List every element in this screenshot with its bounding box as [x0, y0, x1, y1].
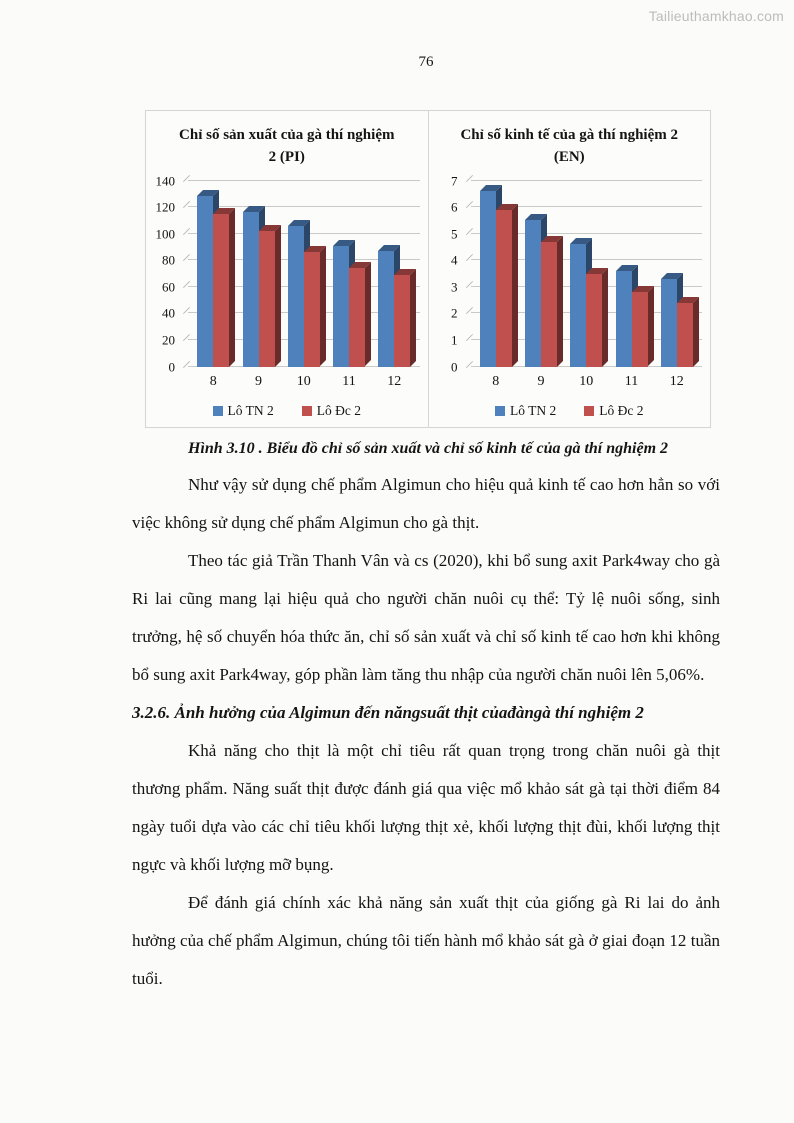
chart-body [154, 173, 420, 374]
bar [304, 252, 320, 366]
y-tick-label: 40 [162, 305, 175, 321]
legend-item [495, 403, 556, 419]
legend-swatch-red [584, 406, 594, 416]
bar [677, 303, 693, 367]
legend-item [584, 403, 643, 419]
bar [349, 268, 365, 366]
chart-title: Chỉ số sản xuất của gà thí nghiệm 2 (PI) [179, 127, 395, 165]
bar [394, 275, 410, 367]
y-tick-label: 4 [451, 252, 458, 268]
y-tick-label: 6 [451, 199, 458, 215]
y-tick-label: 1 [451, 332, 458, 348]
section-heading-3-2-6: 3.2.6. Ảnh hưởng của Algimun đến năngsuất thịt củađàngà thí nghiệm 2 [132, 702, 644, 722]
legend-swatch-blue [213, 406, 223, 416]
legend [154, 403, 420, 419]
x-tick-label: 12 [387, 373, 402, 389]
figure-caption: Hình 3.10 . Biểu đồ chỉ số sản xuất và chỉ số kinh tế của gà thí nghiệm 2 [187, 439, 669, 457]
y-tick-label: 120 [155, 199, 175, 215]
x-tick-label: 12 [669, 373, 684, 389]
bar [570, 244, 586, 366]
x-axis [471, 367, 703, 390]
y-tick-label: 60 [162, 279, 175, 295]
bar-group [239, 181, 279, 367]
bar [333, 246, 349, 367]
legend-label: Lô Đc 2 [316, 402, 361, 418]
bar [378, 251, 394, 367]
x-tick-label: 11 [342, 373, 356, 389]
legend-label: Lô TN 2 [227, 402, 274, 418]
x-tick-label: 8 [209, 373, 217, 389]
y-tick-label: 2 [451, 305, 458, 321]
bar-group [612, 181, 652, 367]
bar-groups [471, 181, 703, 367]
figure-3-10 [145, 110, 711, 428]
bar [541, 242, 557, 367]
paragraph-3: Khả năng cho thịt là một chỉ tiêu rất quan trọng trong chăn nuôi gà thịt thương phẩm. Năng suất thịt được đánh giá qua việc mổ khảo sát gà tại thời điểm 84 ngày tuổi dựa vào các chỉ tiêu khối lượng thịt xẻ, khối lượng thịt đùi, khối lượng thịt ngực và khối lượng mỡ bụng. [132, 740, 720, 874]
y-tick-label: 0 [451, 359, 458, 374]
legend-swatch-blue [495, 406, 505, 416]
bar-group [521, 181, 561, 367]
chart-panel-en [428, 111, 711, 427]
x-tick-label: 9 [255, 373, 262, 389]
x-tick-label: 8 [492, 373, 500, 389]
bar [525, 220, 541, 366]
x-tick-label: 9 [537, 373, 545, 389]
x-tick-label: 10 [579, 373, 594, 389]
bar [480, 191, 496, 366]
y-axis [437, 173, 471, 374]
bar-group [193, 181, 233, 367]
legend-label: Lô Đc 2 [599, 402, 644, 418]
x-tick-label: 11 [624, 373, 639, 389]
x-axis [188, 367, 420, 390]
y-tick-label: 0 [168, 359, 175, 374]
bar-group [284, 181, 324, 367]
bar [632, 292, 648, 366]
plot-area [471, 181, 703, 367]
bar-group [374, 181, 414, 367]
watermark: Tailieuthamkhao.com [648, 8, 784, 24]
legend-item [213, 403, 274, 419]
bar [496, 210, 512, 367]
paragraph-1: Như vậy sử dụng chế phẩm Algimun cho hiệu quả kinh tế cao hơn hẳn so với việc không sử dụng chế phẩm Algimun cho gà thịt. [132, 474, 720, 532]
x-tick-label: 10 [296, 373, 311, 389]
bar [586, 274, 602, 367]
bar [288, 226, 304, 367]
bar [259, 231, 275, 367]
y-axis [154, 173, 188, 374]
legend-label: Lô TN 2 [510, 402, 557, 418]
plot-area [188, 181, 420, 367]
chart-body [437, 173, 703, 374]
y-tick-label: 5 [451, 226, 458, 242]
paragraph-2: Theo tác giả Trần Thanh Vân và cs (2020), khi bổ sung axit Park4way cho gà Ri lai cũng mang lại hiệu quả cho người chăn nuôi cụ thể: Tỷ lệ nuôi sống, sinh trưởng, hệ số chuyển hóa thức ăn, chỉ số sản xuất và chỉ số kinh tế cao hơn khi không bổ sung axit Park4way, góp phần làm tăng thu nhập của người chăn nuôi lên 5,06%. [132, 550, 720, 684]
y-tick-label: 80 [162, 252, 175, 268]
legend [437, 403, 703, 419]
bar [616, 271, 632, 367]
bar-groups [188, 181, 420, 367]
bar [197, 196, 213, 366]
bar [213, 214, 229, 367]
paragraph-4: Để đánh giá chính xác khả năng sản xuất thịt của giống gà Ri lai do ảnh hưởng của chế phẩm Algimun, chúng tôi tiến hành mổ khảo sát gà ở giai đoạn 12 tuần tuổi. [132, 892, 720, 988]
page-number: 76 [418, 54, 434, 70]
legend-swatch-red [302, 406, 312, 416]
body-text [132, 466, 720, 998]
chart-panel-pi [146, 111, 428, 427]
bar-group [566, 181, 606, 367]
legend-item [302, 403, 361, 419]
bar [243, 212, 259, 366]
bar-group [329, 181, 369, 367]
bar-group [476, 181, 516, 367]
y-tick-label: 7 [451, 173, 458, 188]
bar [661, 279, 677, 367]
chart-title: Chỉ số kinh tế của gà thí nghiệm 2 (EN) [460, 127, 679, 165]
y-tick-label: 140 [155, 173, 175, 188]
y-tick-label: 3 [451, 279, 458, 295]
y-tick-label: 100 [155, 226, 175, 242]
y-tick-label: 20 [162, 332, 175, 348]
bar-group [657, 181, 697, 367]
